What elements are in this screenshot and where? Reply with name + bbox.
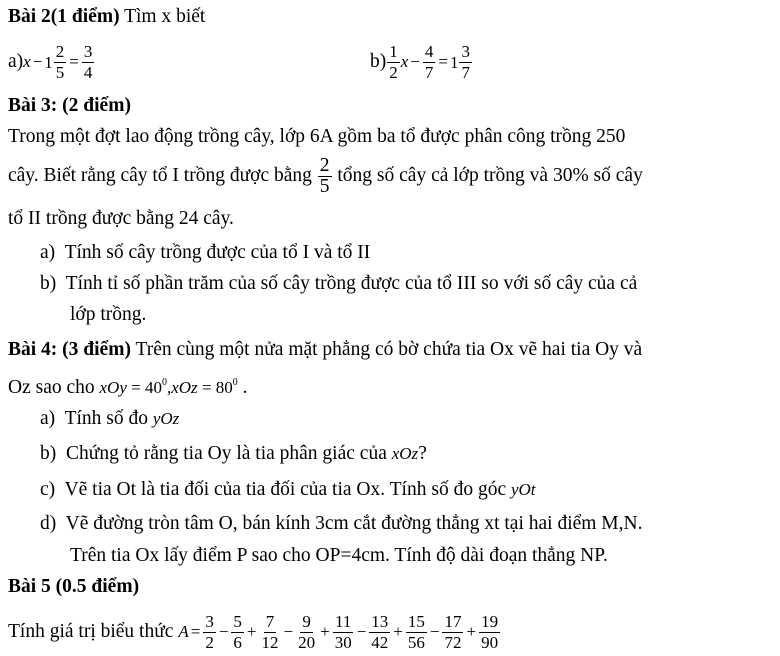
bai5-fraction [333, 612, 354, 653]
bai2-title: Bài 2(1 điểm) [8, 6, 120, 27]
bai2-heading [8, 4, 205, 30]
bai4-item-d: d) Vẽ đường tròn tâm O, bán kính 3cm cắt đường thẳng xt tại hai điểm M,N. [40, 513, 643, 534]
bai2-b: b) $\frac{1}{2}$ x − $\frac{4}{7}$ = 1 $\frac{3}{7}$ [370, 42, 470, 82]
bai2-a: a)x − 1 $\frac{2}{5}$ = $\frac{3}{4}$ [8, 42, 93, 82]
bai5-denominator: 20 [298, 633, 316, 652]
bai5-fraction [479, 612, 500, 653]
bai5-denominator: 90 [481, 633, 499, 652]
bai2-a-var: x [23, 51, 31, 71]
bai5-numerator: 19 [481, 612, 499, 631]
bai5-denominator: 42 [371, 633, 389, 652]
bai5-operator: + [246, 621, 257, 641]
bai2-text: Tìm x biết [119, 6, 206, 27]
bai5-denominator: 12 [261, 633, 279, 652]
bai2-b-label: b) [370, 50, 387, 72]
bai5-fraction [203, 612, 216, 653]
bai5-fraction [406, 612, 427, 653]
bai5-numerator: 7 [265, 612, 275, 631]
bai5-denominator: 56 [407, 633, 425, 652]
bai2-a-mixed: 1 $\frac{2}{5}$ [44, 42, 65, 82]
bai5-operator: + [320, 621, 330, 641]
bai4-heading: Bài 4: (3 điểm) Trên cùng một nửa mặt phẳng có bờ chứa tia Ox vẽ hai tia Oy và [8, 339, 643, 360]
bai3-title: Bài 3: (2 điểm) [8, 95, 131, 116]
bai5-numerator: 5 [233, 612, 242, 631]
bai3-item-b: b) Tính tỉ số phần trăm của số cây trồng được của tổ III so với số cây của cả [40, 273, 638, 294]
bai5-title: Bài 5 (0.5 điểm) [8, 576, 140, 597]
bai5-numerator: 13 [371, 612, 389, 631]
bai5-fraction [231, 612, 244, 653]
bai5-denominator: 6 [233, 633, 242, 652]
bai3-line2: cây. Biết rằng cây tổ I trồng được bằng $\frac{2}{5}$ tổng số cây cả lớp trồng và 30% số cây [8, 155, 643, 197]
bai5-operator: + [393, 621, 403, 641]
bai5-numerator: 17 [444, 612, 462, 631]
bai5-denominator: 72 [444, 633, 462, 652]
bai2-a-rhs: $\frac{3}{4}$ [83, 42, 93, 82]
bai5-operator: = [190, 621, 201, 641]
bai3-line3: tổ II trồng được bằng 24 cây. [8, 208, 234, 229]
bai5-fraction [260, 612, 281, 653]
bai5-expression: Tính giá trị biểu thức A = $\frac{3}{2}$ − $\frac{5}{6}$ + $\frac{7}{12}$ − $\frac{9}{20}$ + $\frac{11}{30}$ − $\frac{13}{42}$ + $\frac{15}{56}$ − $\frac{17}{72}$ + $\frac{19}{90}$ [8, 612, 501, 653]
bai5-numerator: 11 [335, 612, 352, 631]
bai5-numerator: 9 [302, 612, 311, 631]
bai5-operator: − [283, 621, 294, 641]
bai5-fraction [442, 612, 463, 653]
bai4-item-d-cont: Trên tia Ox lấy điểm P sao cho OP=4cm. Tính độ dài đoạn thẳng NP. [70, 545, 608, 566]
bai3-line1: Trong một đợt lao động trồng cây, lớp 6A gồm ba tổ được phân công trồng 250 [8, 126, 626, 147]
bai5-operator: − [356, 621, 367, 641]
bai4-item-a: a) Tính số đo yOz [40, 408, 180, 429]
bai3-item-b-cont: lớp trồng. [70, 304, 147, 325]
bai3-fraction: $\frac{2}{5}$ [319, 155, 330, 197]
bai5-fraction [296, 612, 317, 653]
bai5-operator: − [429, 621, 440, 641]
bai5-denominator: 30 [334, 633, 352, 652]
bai5-operator: + [466, 621, 477, 641]
bai2-a-label: a) [8, 50, 24, 72]
bai4-title: Bài 4: (3 điểm) [8, 339, 131, 360]
bai5-denominator: 2 [205, 633, 214, 652]
bai4-line2: Oz sao cho xOy = $40^0,xOz = 80^0$ . [8, 377, 248, 398]
bai5-operator: − [218, 621, 229, 641]
bai4-item-b: b) Chứng tỏ rằng tia Oy là tia phân giác của xOz? [40, 443, 427, 464]
bai5-numerator: 15 [407, 612, 425, 631]
bai5-numerator: 3 [205, 612, 214, 631]
bai5-fraction [369, 612, 390, 653]
bai3-item-a: a) Tính số cây trồng được của tổ I và tổ II [40, 242, 371, 263]
bai4-item-c: c) Vẽ tia Ot là tia đối của tia đối của tia Ox. Tính số đo góc yOt [40, 479, 536, 500]
